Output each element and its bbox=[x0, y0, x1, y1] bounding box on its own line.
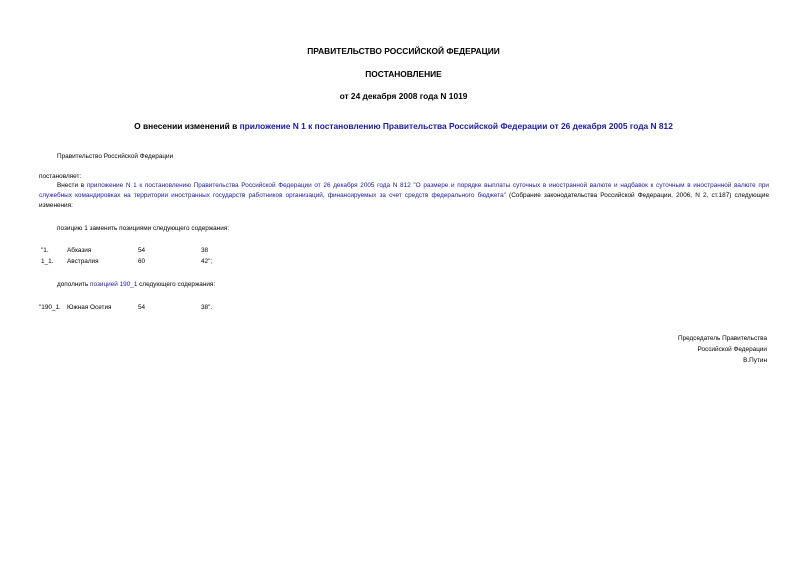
para-middle: (Собрание законодательства Российской Федерации, 2006, N 2, ст.187) следующие изменения: bbox=[39, 192, 769, 209]
signature-position-line1: Председатель Правительства bbox=[678, 335, 767, 342]
row-value-1: 54 bbox=[138, 304, 146, 311]
signature-name: В.Путин bbox=[743, 357, 767, 364]
government-heading: ПРАВИТЕЛЬСТВО РОССИЙСКОЙ ФЕДЕРАЦИИ bbox=[307, 46, 500, 56]
row-value-2: 38". bbox=[201, 304, 213, 311]
row-number: "1. bbox=[41, 247, 49, 254]
title-link-appendix[interactable]: приложение N 1 к постановлению Правительства Российской Федерации от 26 декабря 2005 года N 812 bbox=[239, 121, 673, 131]
title-prefix: О внесении изменений в bbox=[134, 121, 240, 131]
row-country: Южная Осетия bbox=[67, 304, 112, 311]
row-number: 1_1. bbox=[41, 258, 54, 265]
row-value-2: 38 bbox=[201, 247, 209, 254]
row-value-2: 42"; bbox=[201, 258, 213, 265]
document-date-number: от 24 декабря 2008 года N 1019 bbox=[339, 91, 468, 101]
add-prefix: дополнить bbox=[57, 281, 91, 288]
document-type-heading: ПОСТАНОВЛЕНИЕ bbox=[365, 69, 442, 79]
row-value-1: 54 bbox=[138, 247, 146, 254]
row-value-1: 60 bbox=[138, 258, 146, 265]
add-instruction bbox=[57, 280, 215, 289]
para-link-appendix[interactable]: приложение N 1 к постановлению Правительства Российской Федерации от 26 декабря 2005 года N 812 "О размере и порядке выплаты суточных в иностранной валюте и надбавок к суточным в иностранной валюте при служебных командировках на территории иностранных государств работников организаций, финансируемых за счет средств федерального бюджета" bbox=[39, 182, 770, 199]
document-title bbox=[0, 121, 807, 132]
add-position-link[interactable]: позицией 190_1 bbox=[90, 281, 138, 288]
para-prefix: Внести в bbox=[57, 182, 87, 189]
signature-position-line2: Российской Федерации bbox=[697, 346, 767, 353]
intro-text: Правительство Российской Федерации bbox=[57, 153, 174, 160]
decrees-text: постановляет: bbox=[39, 173, 82, 180]
replace-instruction: позицию 1 заменить позициями следующего содержания: bbox=[57, 225, 230, 232]
row-number: "190_1. bbox=[39, 304, 61, 311]
row-country: Австралия bbox=[67, 258, 99, 265]
row-country: Абхазия bbox=[67, 247, 92, 254]
add-suffix: следующего содержания: bbox=[137, 281, 216, 288]
main-paragraph bbox=[39, 181, 769, 211]
